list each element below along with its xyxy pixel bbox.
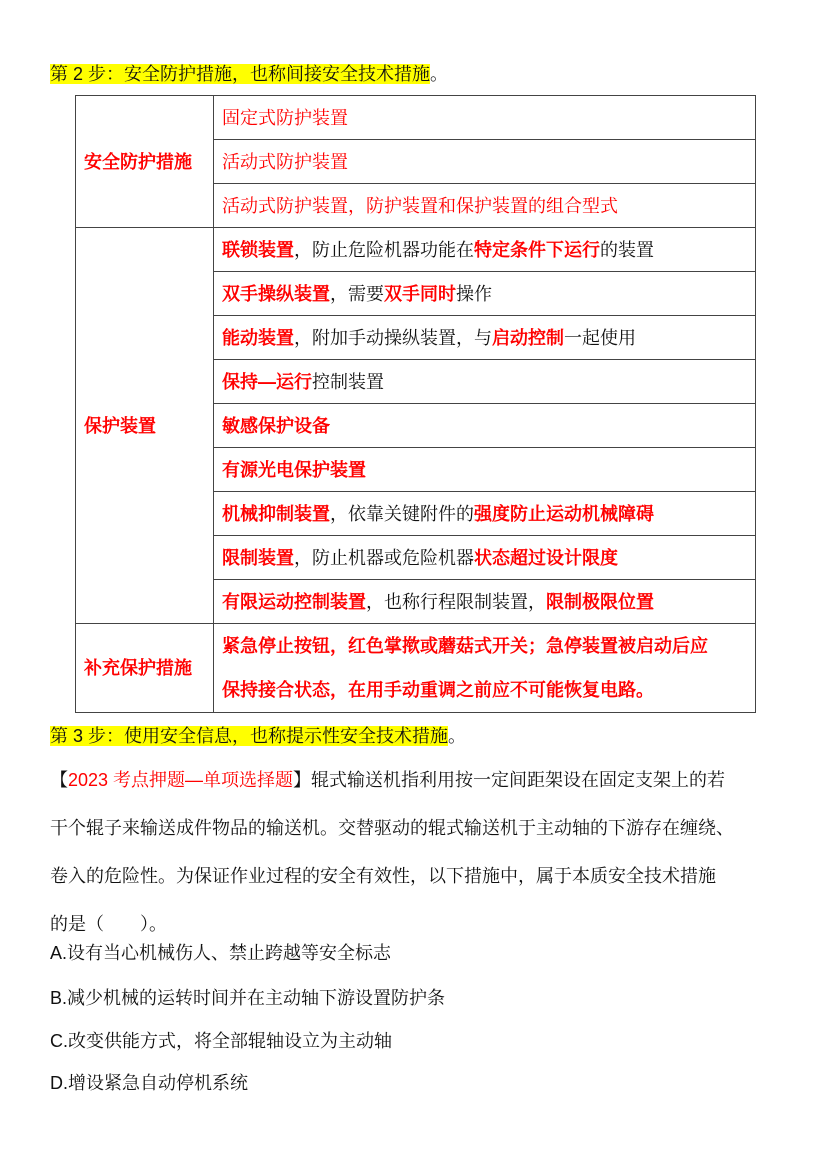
table-cell xyxy=(214,272,756,316)
table-cell xyxy=(214,624,756,713)
table-cell xyxy=(214,492,756,536)
emphasis-text: 启动控制 xyxy=(492,327,564,348)
question-stem xyxy=(50,756,790,948)
question-line: 干个辊子来输送成件物品的输送机。交替驱动的辊式输送机于主动轴的下游存在缠绕、 xyxy=(50,818,734,838)
safety-measures-table xyxy=(75,95,756,713)
plain-text: ，防止危险机器功能在 xyxy=(294,239,474,260)
table-cell: 活动式防护装置 xyxy=(214,140,756,184)
emphasis-text: 有限运动控制装置 xyxy=(222,591,366,612)
emphasis-text: 特定条件下运行 xyxy=(474,239,600,260)
emphasis-text: 能动装置 xyxy=(222,327,294,348)
table-cell xyxy=(214,580,756,624)
emphasis-text: 联锁装置 xyxy=(222,239,294,260)
plain-text: ，也称行程限制装置， xyxy=(366,591,546,612)
question-line: 【2023 考点押题—单项选择题】辊式输送机指利用按一定间距架设在固定支架上的若 xyxy=(50,770,726,790)
plain-text: 的装置 xyxy=(600,239,654,260)
option-b: B.减少机械的运转时间并在主动轴下游设置防护条 xyxy=(50,988,446,1008)
table-row xyxy=(76,624,756,713)
group-label: 保护装置 xyxy=(76,228,214,624)
question-line: 的是（ ）。 xyxy=(50,914,167,934)
question-tag: 2023 考点押题—单项选择题 xyxy=(68,770,294,790)
emphasis-text: 强度防止运动机械障碍 xyxy=(474,503,654,524)
option-c: C.改变供能方式，将全部辊轴设立为主动轴 xyxy=(50,1031,392,1051)
emphasis-text: 限制装置 xyxy=(222,547,294,568)
plain-text: 操作 xyxy=(456,283,492,304)
plain-text: ，附加手动操纵装置，与 xyxy=(294,327,492,348)
group-label: 安全防护措施 xyxy=(76,96,214,228)
step-2-heading: 第 2 步：安全防护措施，也称间接安全技术措施。 xyxy=(50,64,449,84)
plain-text: ，需要 xyxy=(330,283,384,304)
plain-text: 控制装置 xyxy=(312,371,384,392)
table-cell xyxy=(214,360,756,404)
option-d: D.增设紧急自动停机系统 xyxy=(50,1073,248,1093)
plain-text: ，防止机器或危险机器 xyxy=(294,547,474,568)
table-cell: 活动式防护装置，防护装置和保护装置的组合型式 xyxy=(214,184,756,228)
plain-text: ，依靠关键附件的 xyxy=(330,503,474,524)
option-a: A.设有当心机械伤人、禁止跨越等安全标志 xyxy=(50,943,392,963)
table-row xyxy=(76,228,756,272)
emphasis-text: 有源光电保护装置 xyxy=(222,459,366,480)
step-3-heading: 第 3 步：使用安全信息，也称提示性安全技术措施。 xyxy=(50,726,467,746)
cell-line: 紧急停止按钮，红色掌揿或蘑菇式开关；急停装置被启动后应 xyxy=(222,636,708,656)
table-cell xyxy=(214,228,756,272)
emphasis-text: 双手同时 xyxy=(384,283,456,304)
emphasis-text: 保持—运行 xyxy=(222,371,312,392)
plain-text: 一起使用 xyxy=(564,327,636,348)
emphasis-text: 状态超过设计限度 xyxy=(474,547,618,568)
question-line: 卷入的危险性。为保证作业过程的安全有效性，以下措施中，属于本质安全技术措施 xyxy=(50,866,716,886)
emphasis-text: 敏感保护设备 xyxy=(222,415,330,436)
cell-line: 保持接合状态，在用手动重调之前应不可能恢复电路。 xyxy=(222,680,654,700)
table-cell xyxy=(214,536,756,580)
emphasis-text: 限制极限位置 xyxy=(546,591,654,612)
table-row xyxy=(76,96,756,140)
table-cell: 固定式防护装置 xyxy=(214,96,756,140)
emphasis-text: 机械抑制装置 xyxy=(222,503,330,524)
emphasis-text: 双手操纵装置 xyxy=(222,283,330,304)
table-cell xyxy=(214,404,756,448)
group-label: 补充保护措施 xyxy=(76,624,214,713)
table-cell xyxy=(214,448,756,492)
table-cell xyxy=(214,316,756,360)
